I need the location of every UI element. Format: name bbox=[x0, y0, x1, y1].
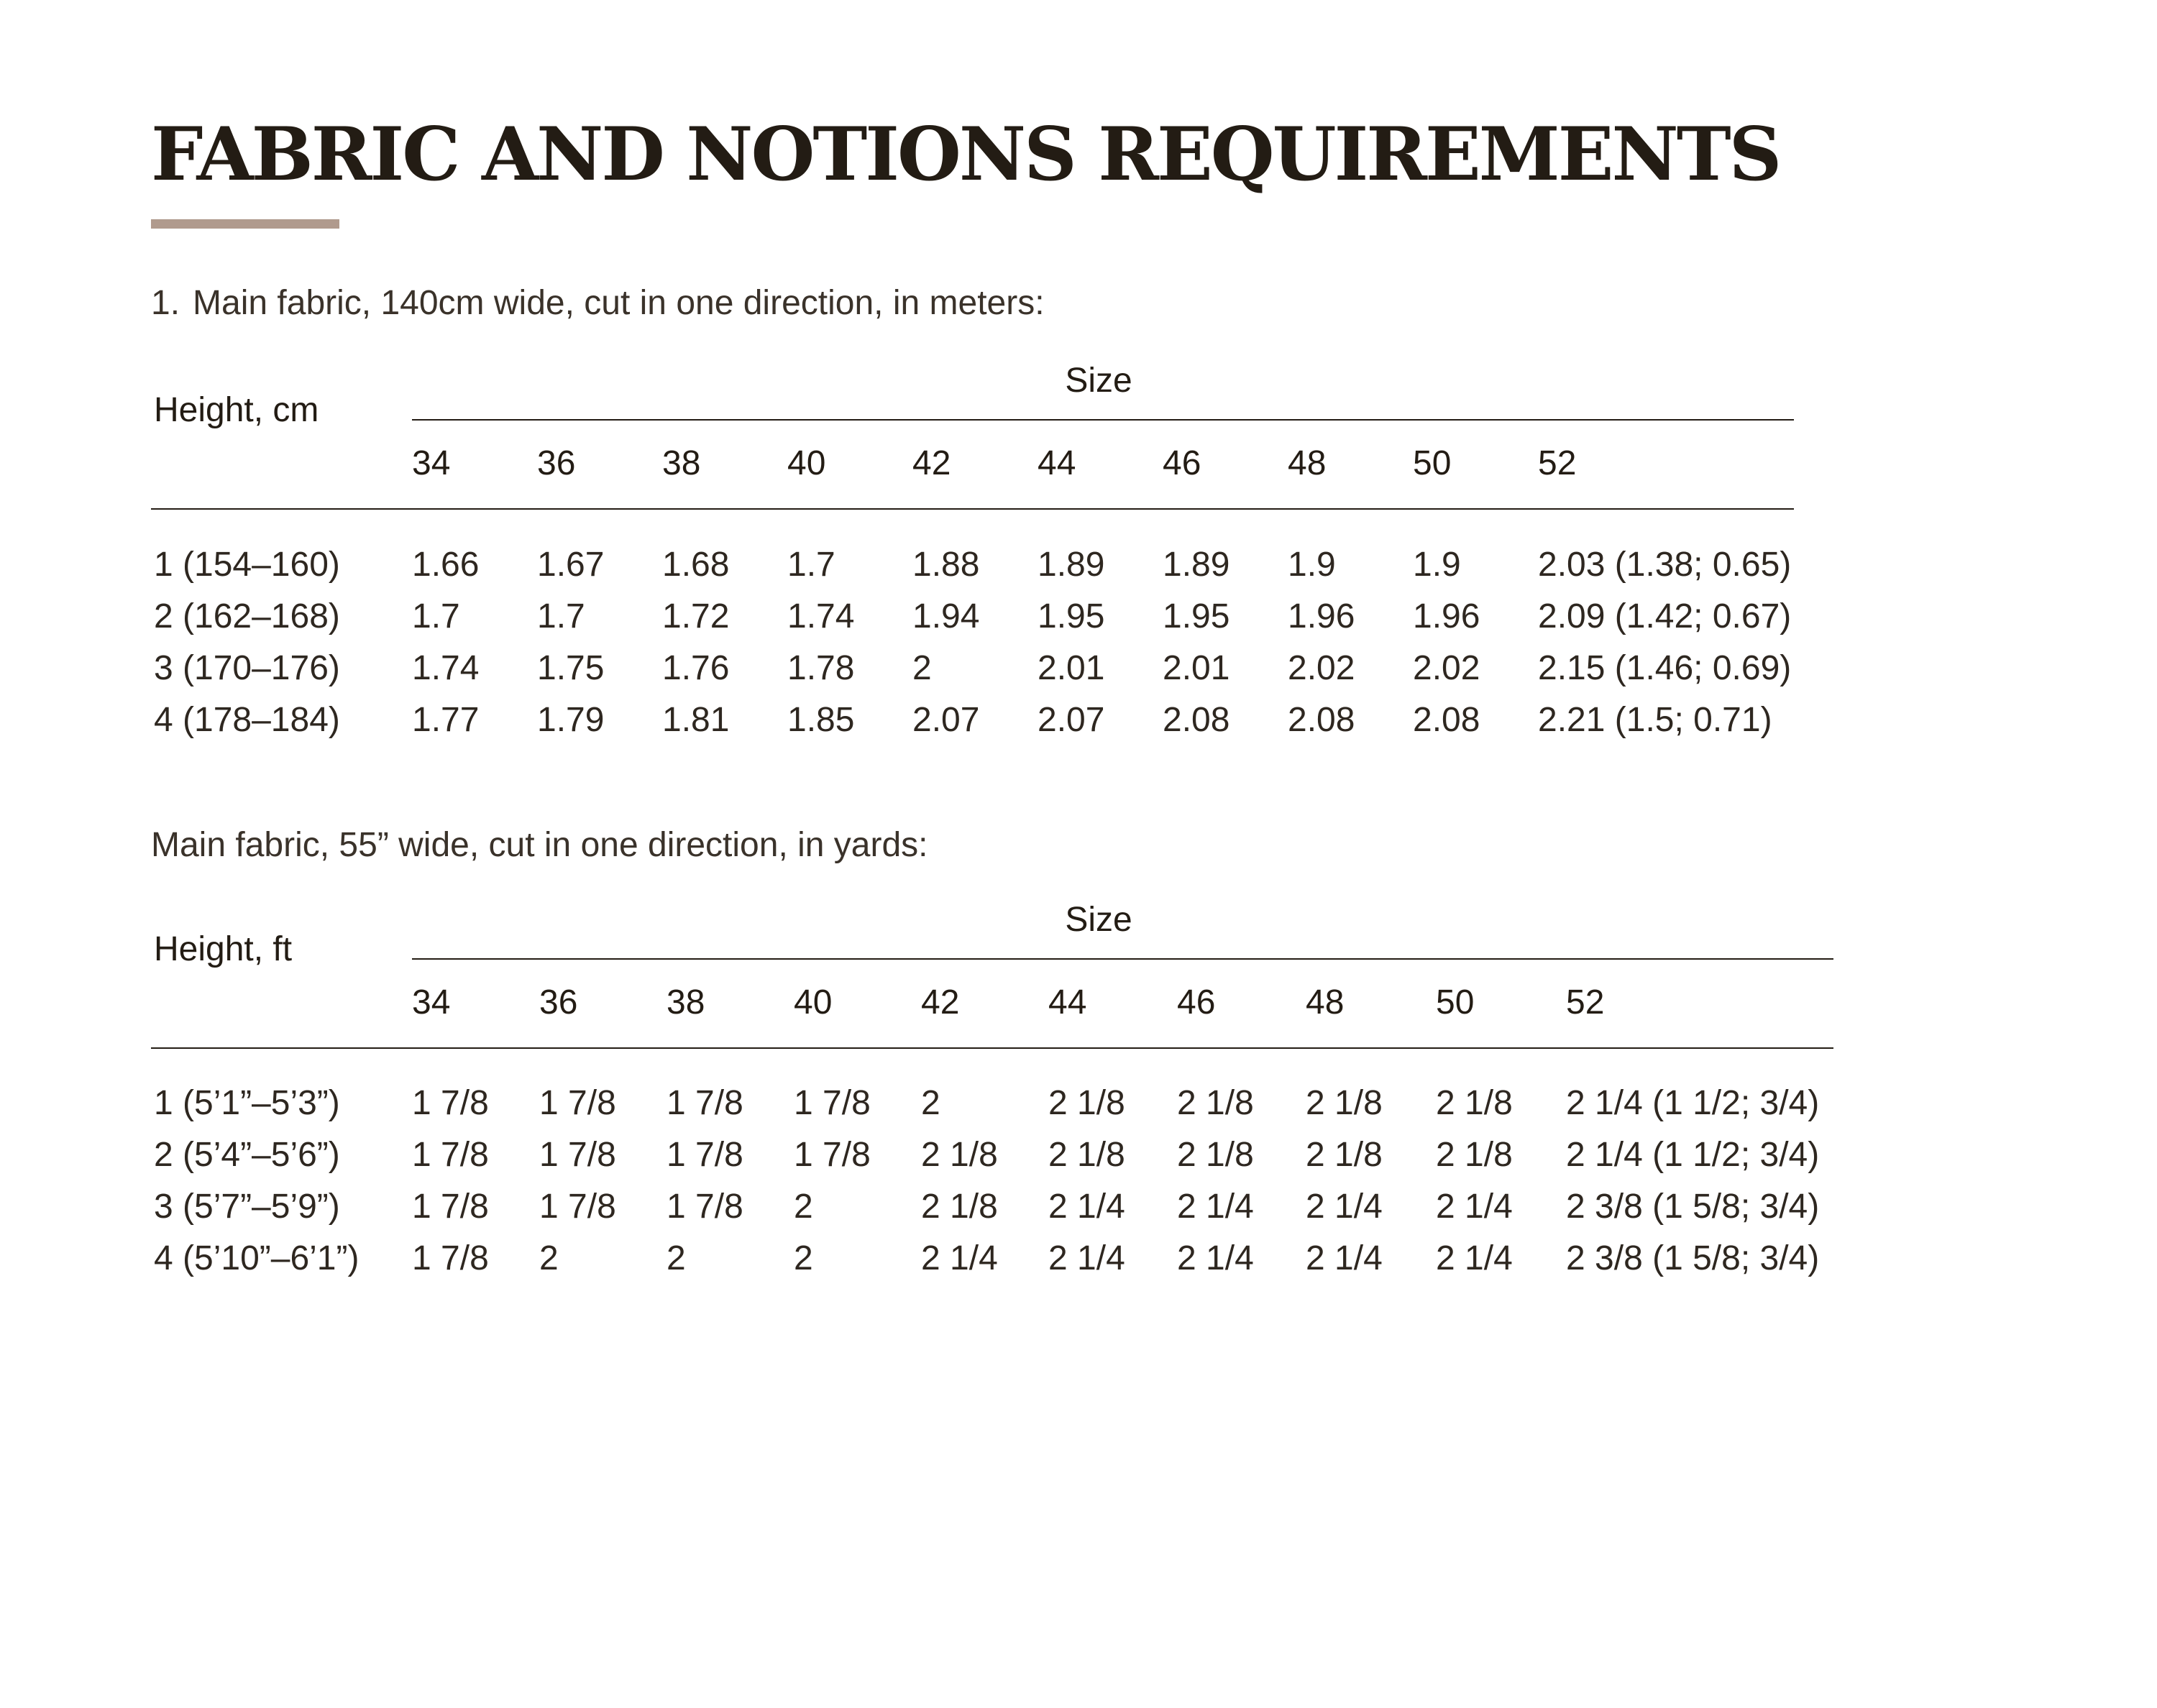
table2-table-cell: 1 7/8 bbox=[667, 1084, 743, 1122]
table2-table-cell: 1 7/8 bbox=[412, 1239, 489, 1277]
table1-size-rule bbox=[412, 419, 1794, 421]
table1-size-column-header: 48 bbox=[1288, 444, 1327, 482]
table1-table-cell: 1.66 bbox=[412, 546, 480, 584]
table1-table-cell: 1.68 bbox=[662, 546, 730, 584]
table2-table-cell: 2 1/8 bbox=[1306, 1136, 1383, 1174]
table1-table-cell: 1.79 bbox=[537, 701, 605, 739]
table2-table-cell: 2 1/4 bbox=[1177, 1239, 1254, 1277]
table2-table-cell: 2 1/8 bbox=[1048, 1136, 1125, 1174]
table1-table-cell: 1.7 bbox=[537, 597, 585, 635]
table2-size-column-header: 44 bbox=[1048, 983, 1087, 1021]
table1-row-height-label: 1 (154–160) bbox=[154, 546, 340, 584]
table2-table-cell: 2 1/8 bbox=[921, 1188, 998, 1226]
table1-size-column-header: 36 bbox=[537, 444, 576, 482]
table1-size-column-header: 42 bbox=[912, 444, 951, 482]
table2-row-height-label: 2 (5’4”–5’6”) bbox=[154, 1136, 340, 1174]
table2-row-height-label: 1 (5’1”–5’3”) bbox=[154, 1084, 340, 1122]
table2-size-column-header: 40 bbox=[794, 983, 833, 1021]
table2-table-cell: 2 1/4 bbox=[921, 1239, 998, 1277]
table2-table-cell: 1 7/8 bbox=[794, 1084, 871, 1122]
table1-table-cell: 1.9 bbox=[1288, 546, 1336, 584]
table1-table-cell: 1.95 bbox=[1163, 597, 1230, 635]
table2-table-cell: 2 bbox=[794, 1188, 813, 1226]
table2-row-height-label: 3 (5’7”–5’9”) bbox=[154, 1188, 340, 1226]
table1-table-cell: 2 bbox=[912, 649, 932, 687]
table1-table-cell: 1.74 bbox=[412, 649, 480, 687]
table2-row-height-label: 4 (5’10”–6’1”) bbox=[154, 1239, 360, 1277]
table1-table-cell: 1.94 bbox=[912, 597, 980, 635]
table2-size-column-header: 46 bbox=[1177, 983, 1216, 1021]
table1-table-cell: 1.81 bbox=[662, 701, 730, 739]
table1-table-cell: 1.7 bbox=[412, 597, 460, 635]
table1-size-label: Size bbox=[1065, 362, 1132, 400]
table1-row-height-label: 2 (162–168) bbox=[154, 597, 340, 635]
table2-table-cell: 2 1/4 bbox=[1306, 1188, 1383, 1226]
table2-table-cell: 2 1/8 bbox=[1306, 1084, 1383, 1122]
table2-table-cell: 2 1/4 (1 1/2; 3/4) bbox=[1566, 1084, 1820, 1122]
table2-size-column-header: 36 bbox=[539, 983, 578, 1021]
table2-table-cell: 2 1/8 bbox=[1177, 1136, 1254, 1174]
table1-caption-text: Main fabric, 140cm wide, cut in one direction, in meters: bbox=[193, 284, 1045, 322]
table1-size-column-header: 40 bbox=[787, 444, 826, 482]
table2-table-cell: 2 1/8 bbox=[1048, 1084, 1125, 1122]
table1-size-column-header: 38 bbox=[662, 444, 701, 482]
table2-table-cell: 1 7/8 bbox=[667, 1136, 743, 1174]
table2-table-cell: 1 7/8 bbox=[539, 1188, 616, 1226]
table1-table-cell: 1.77 bbox=[412, 701, 480, 739]
table2-table-cell: 1 7/8 bbox=[412, 1188, 489, 1226]
table2-table-cell: 1 7/8 bbox=[539, 1136, 616, 1174]
table1-size-column-header: 50 bbox=[1413, 444, 1452, 482]
table1-row-height-label: 3 (170–176) bbox=[154, 649, 340, 687]
table1-number: 1. bbox=[151, 284, 180, 322]
table1-table-cell: 1.89 bbox=[1163, 546, 1230, 584]
table1-table-cell: 2.07 bbox=[912, 701, 980, 739]
table2-size-column-header: 48 bbox=[1306, 983, 1345, 1021]
table2-table-cell: 2 1/4 bbox=[1048, 1188, 1125, 1226]
table2-size-column-header: 34 bbox=[412, 983, 451, 1021]
table2-size-column-header: 52 bbox=[1566, 983, 1605, 1021]
title-accent-bar bbox=[151, 219, 339, 229]
table1-table-cell: 1.95 bbox=[1038, 597, 1105, 635]
table2-table-cell: 2 bbox=[794, 1239, 813, 1277]
table2-table-cell: 2 bbox=[667, 1239, 686, 1277]
table1-table-cell: 2.02 bbox=[1288, 649, 1355, 687]
table2-table-cell: 1 7/8 bbox=[794, 1136, 871, 1174]
table1-table-cell: 1.78 bbox=[787, 649, 855, 687]
table1-table-cell: 2.01 bbox=[1038, 649, 1105, 687]
table1-table-cell: 1.88 bbox=[912, 546, 980, 584]
table1-size-column-header: 34 bbox=[412, 444, 451, 482]
table1-size-column-header: 52 bbox=[1538, 444, 1577, 482]
table2-size-label: Size bbox=[1065, 901, 1132, 939]
table2-size-column-header: 42 bbox=[921, 983, 960, 1021]
table1-table-cell: 2.03 (1.38; 0.65) bbox=[1538, 546, 1792, 584]
table1-table-cell: 1.85 bbox=[787, 701, 855, 739]
table1-table-cell: 1.67 bbox=[537, 546, 605, 584]
table2-header-rule bbox=[151, 1047, 1833, 1049]
table2-table-cell: 2 1/8 bbox=[1436, 1136, 1513, 1174]
table1-table-cell: 1.89 bbox=[1038, 546, 1105, 584]
table1-height-label: Height, cm bbox=[154, 391, 319, 429]
table1-table-cell: 2.09 (1.42; 0.67) bbox=[1538, 597, 1792, 635]
table2-table-cell: 2 1/4 bbox=[1048, 1239, 1125, 1277]
table1-table-cell: 2.01 bbox=[1163, 649, 1230, 687]
table2-table-cell: 2 bbox=[539, 1239, 559, 1277]
table2-table-cell: 2 3/8 (1 5/8; 3/4) bbox=[1566, 1239, 1820, 1277]
table2-caption: Main fabric, 55” wide, cut in one direction, in yards: bbox=[151, 826, 928, 864]
table1-caption bbox=[151, 283, 1045, 323]
table1-table-cell: 1.96 bbox=[1413, 597, 1480, 635]
table2-table-cell: 2 1/4 bbox=[1436, 1239, 1513, 1277]
table2-size-rule bbox=[412, 958, 1833, 960]
table2-table-cell: 2 bbox=[921, 1084, 940, 1122]
table2-table-cell: 2 3/8 (1 5/8; 3/4) bbox=[1566, 1188, 1820, 1226]
table2-table-cell: 1 7/8 bbox=[539, 1084, 616, 1122]
table1-table-cell: 2.08 bbox=[1288, 701, 1355, 739]
table1-table-cell: 1.75 bbox=[537, 649, 605, 687]
table2-table-cell: 1 7/8 bbox=[412, 1136, 489, 1174]
table1-row-height-label: 4 (178–184) bbox=[154, 701, 340, 739]
table1-table-cell: 1.9 bbox=[1413, 546, 1461, 584]
page-title: FABRIC AND NOTIONS REQUIREMENTS bbox=[151, 111, 1780, 198]
table2-size-column-header: 38 bbox=[667, 983, 705, 1021]
table1-table-cell: 2.08 bbox=[1413, 701, 1480, 739]
table1-table-cell: 1.7 bbox=[787, 546, 835, 584]
table1-table-cell: 1.76 bbox=[662, 649, 730, 687]
table1-size-column-header: 46 bbox=[1163, 444, 1201, 482]
table1-table-cell: 2.15 (1.46; 0.69) bbox=[1538, 649, 1792, 687]
table1-table-cell: 2.07 bbox=[1038, 701, 1105, 739]
table2-height-label: Height, ft bbox=[154, 930, 293, 968]
table1-table-cell: 1.74 bbox=[787, 597, 855, 635]
table2-table-cell: 2 1/4 bbox=[1436, 1188, 1513, 1226]
table2-table-cell: 2 1/4 (1 1/2; 3/4) bbox=[1566, 1136, 1820, 1174]
table2-table-cell: 2 1/8 bbox=[1436, 1084, 1513, 1122]
table1-table-cell: 2.08 bbox=[1163, 701, 1230, 739]
table2-table-cell: 1 7/8 bbox=[412, 1084, 489, 1122]
table1-size-column-header: 44 bbox=[1038, 444, 1076, 482]
table2-table-cell: 2 1/4 bbox=[1177, 1188, 1254, 1226]
table2-table-cell: 2 1/8 bbox=[1177, 1084, 1254, 1122]
table2-table-cell: 2 1/8 bbox=[921, 1136, 998, 1174]
table1-table-cell: 1.96 bbox=[1288, 597, 1355, 635]
table1-table-cell: 2.21 (1.5; 0.71) bbox=[1538, 701, 1772, 739]
table1-header-rule bbox=[151, 508, 1794, 510]
table1-table-cell: 2.02 bbox=[1413, 649, 1480, 687]
table2-table-cell: 1 7/8 bbox=[667, 1188, 743, 1226]
table1-table-cell: 1.72 bbox=[662, 597, 730, 635]
table2-table-cell: 2 1/4 bbox=[1306, 1239, 1383, 1277]
table2-size-column-header: 50 bbox=[1436, 983, 1475, 1021]
